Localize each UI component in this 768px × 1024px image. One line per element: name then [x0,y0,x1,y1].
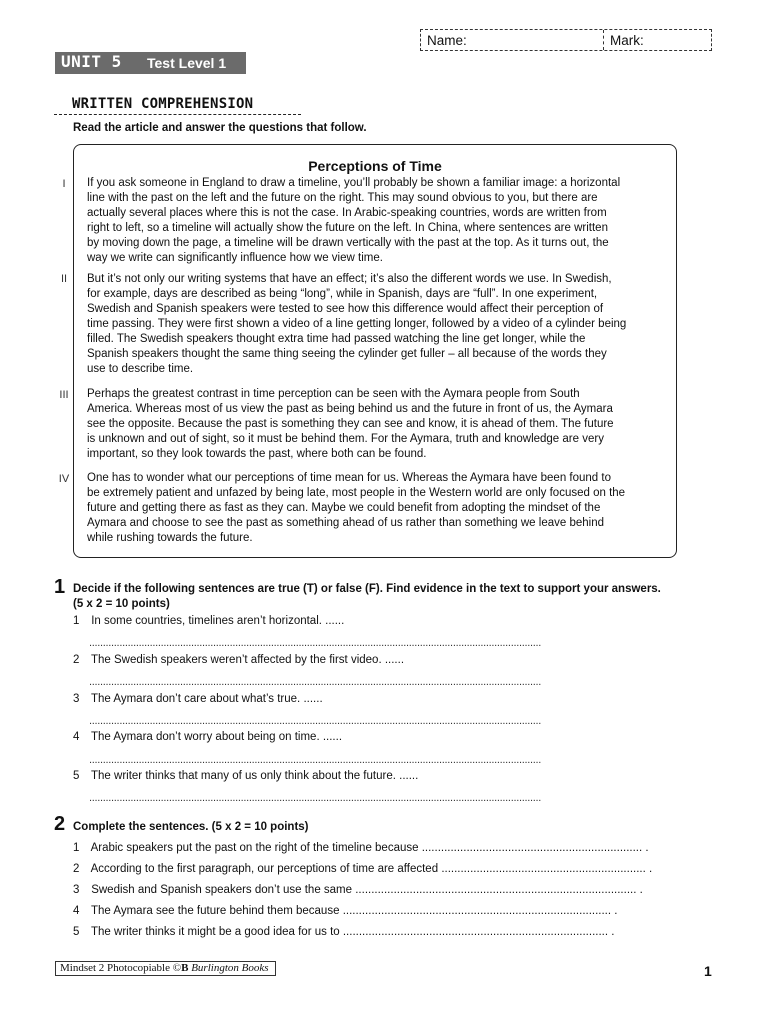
q2-item-text: According to the first paragraph, our perceptions of time are affected [90,863,439,875]
paragraph-number: III [59,389,69,401]
paragraph-line: actually several places where this is not the case. In Arabic-speaking countries, words are written from [87,207,607,219]
paragraph-line: If you ask someone in England to draw a timeline, you’ll probably be shown a familiar image: a horizontal [87,177,621,189]
q1-item-number: 3 [73,693,80,705]
completion-blank[interactable]: ........................................................................................ . [355,884,643,896]
evidence-answer-line[interactable]: .................................................................................................................................................................... [89,792,542,804]
q2-item-text: Arabic speakers put the past on the right of the timeline because [90,842,419,854]
copyright-text: Mindset 2 Photocopiable © [60,962,182,974]
question-2-heading: Complete the sentences. (5 x 2 = 10 points) [73,821,309,833]
section-title: WRITTEN COMPREHENSION [72,96,254,112]
paragraph-number: IV [58,473,70,485]
q1-item [73,731,342,743]
q2-item [73,842,649,854]
unit-number: UNIT 5 [61,52,122,71]
q1-item-text: In some countries, timelines aren’t horizontal. [91,615,322,627]
publisher-name: Burlington Books [191,962,269,974]
paragraph-line: important, so they look towards the past, where both can be found. [87,448,427,460]
q1-item [73,615,344,627]
question-1-number: 1 [54,576,66,598]
name-mark-box [420,29,712,51]
q2-item [73,884,643,896]
name-label: Name: [427,33,467,48]
paragraph-line: be extremely patient and unfazed by being late, most people in the Western world are only focused on the [87,487,626,499]
paragraph-line: Swedish and Spanish speakers were tested to see how this difference would affect their perception of [87,303,604,315]
q1-item-text: The Swedish speakers weren’t affected by the first video. [91,654,382,666]
q1-item [73,654,404,666]
paragraph-number: II [60,273,68,285]
article-paragraph [87,387,667,462]
tf-answer-blank[interactable]: ...... [399,770,419,782]
paragraph-line: is unknown and out of sight, so it must be behind them. For the Aymara, truth and knowledge are very [87,433,604,445]
q1-item-number: 4 [73,731,80,743]
paragraph-line: future and getting there as fast as they can. Maybe we could benefit from adopting the mindset of the [87,502,601,514]
completion-blank[interactable]: ................................................................................... . [342,926,615,938]
q1-item [73,693,323,705]
paragraph-line: But it’s not only our writing systems that have an effect; it’s also the different words we use. In Swedish, [87,273,612,285]
section-title-underline [54,114,301,115]
paragraph-line: see the opposite. Because the past is something they can see and know, it is ahead of them. The future [87,418,614,430]
evidence-answer-line[interactable]: .................................................................................................................................................................... [89,637,542,649]
q2-item-text: Swedish and Spanish speakers don’t use the same [91,884,353,896]
q2-item-number: 2 [73,863,80,875]
q2-item-number: 3 [73,884,80,896]
evidence-answer-line[interactable]: .................................................................................................................................................................... [89,676,542,688]
name-mark-divider [603,30,604,50]
paragraph-line: One has to wonder what our perceptions of time mean for us. Whereas the Aymara have been found to [87,472,611,484]
paragraph-line: filled. The Swedish speakers thought extra time had passed watching the line get longer, while the [87,333,586,345]
paragraph-line: time passing. They were first shown a video of a line getting longer, followed by a video of a cylinder being [87,318,627,330]
article-paragraph [87,471,667,546]
paragraph-line: by moving down the page, a timeline will be drawn vertically with the past at the top. As it turns out, the [87,237,609,249]
tf-answer-blank[interactable]: ...... [303,693,323,705]
publisher-logo: B [181,962,189,974]
article-title: Perceptions of Time [308,158,442,174]
paragraph-line: use to describe time. [87,363,194,375]
test-level: Test Level 1 [147,55,227,71]
q1-item-text: The Aymara don’t care about what’s true. [91,693,301,705]
q2-item-text: The Aymara see the future behind them because [91,905,340,917]
page-number: 1 [704,963,712,979]
paragraph-line: right to left, so a timeline will actually show the future on the left. In China, where sentences are written [87,222,608,234]
evidence-answer-line[interactable]: .................................................................................................................................................................... [89,754,542,766]
paragraph-line: line with the past on the left and the future on the right. This may sound obvious to you, but there are [87,192,598,204]
article-paragraph [87,176,667,266]
unit-badge [55,52,246,74]
section-instruction: Read the article and answer the questions that follow. [73,122,367,134]
paragraph-line: Aymara and choose to see the past as something ahead of us rather than something we leave behind [87,517,604,529]
q1-item [73,770,418,782]
paragraph-number: I [62,178,66,190]
question-1-points: (5 x 2 = 10 points) [73,598,170,610]
q2-item [73,905,617,917]
copyright-footer [55,961,276,976]
article-paragraph [87,272,667,377]
completion-blank[interactable]: .................................................................................... . [342,905,618,917]
q1-item-text: The writer thinks that many of us only think about the future. [91,770,396,782]
completion-blank[interactable]: ..................................................................... . [421,842,649,854]
question-2-number: 2 [54,813,66,835]
q2-item-text: The writer thinks it might be a good idea for us to [91,926,340,938]
question-1-instruction: Decide if the following sentences are true (T) or false (F). Find evidence in the text to support your answers. [73,583,661,595]
tf-answer-blank[interactable]: ...... [384,654,405,666]
paragraph-line: America. Whereas most of us view the past as being behind us and the future in front of us, the Aymara [87,403,613,415]
completion-blank[interactable]: ................................................................ . [441,863,653,875]
q1-item-number: 1 [73,615,80,627]
paragraph-line: way we write can significantly influence how we view time. [87,252,383,264]
q2-item-number: 1 [73,842,80,854]
q2-item [73,863,652,875]
paragraph-line: for example, days are described as being “long”, while in Spanish, days are “full”. In one experiment, [87,288,598,300]
q2-item-number: 4 [73,905,80,917]
q1-item-text: The Aymara don’t worry about being on time. [91,731,320,743]
paragraph-line: while rushing towards the future. [87,532,253,544]
q1-item-number: 5 [73,770,80,782]
tf-answer-blank[interactable]: ...... [322,731,343,743]
q2-item [73,926,614,938]
paragraph-line: Spanish speakers thought the same thing seeing the cylinder get fuller – all because of the words they [87,348,607,360]
mark-label: Mark: [610,33,644,48]
q1-item-number: 2 [73,654,80,666]
evidence-answer-line[interactable]: .................................................................................................................................................................... [89,715,542,727]
tf-answer-blank[interactable]: ...... [325,615,345,627]
question-1-heading [73,582,703,612]
q2-item-number: 5 [73,926,80,938]
paragraph-line: Perhaps the greatest contrast in time perception can be seen with the Aymara people from South [87,388,580,400]
